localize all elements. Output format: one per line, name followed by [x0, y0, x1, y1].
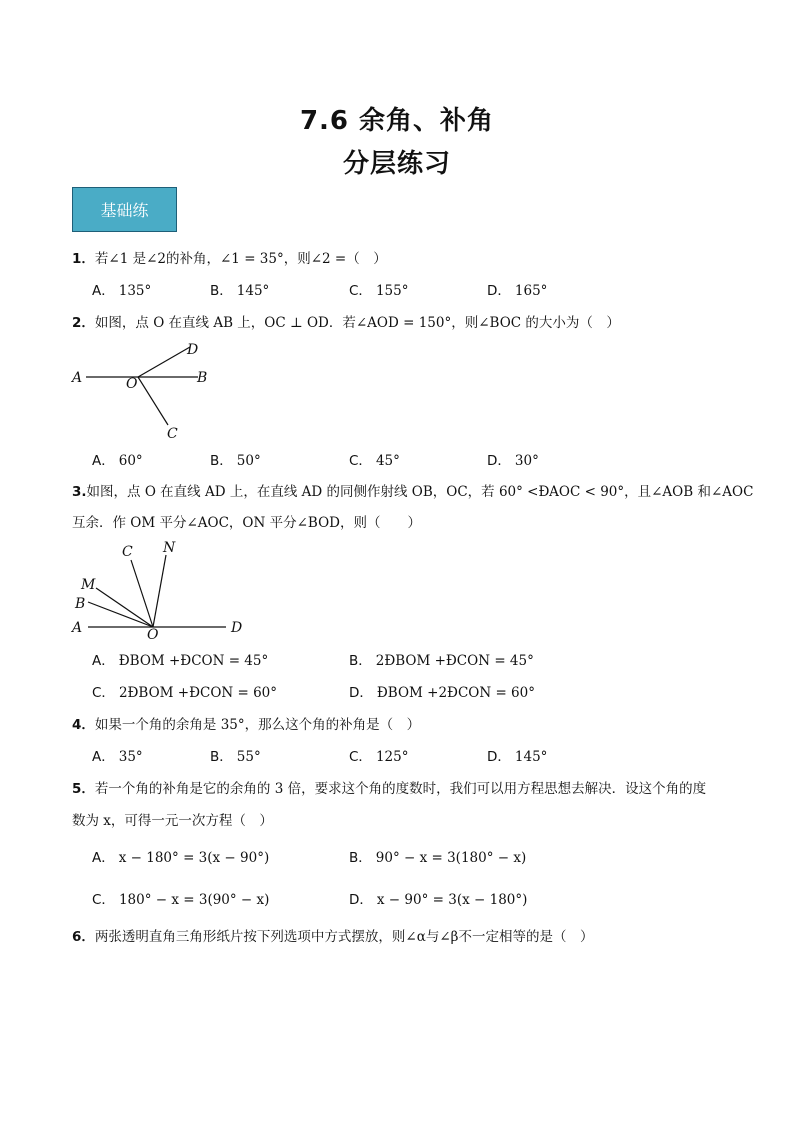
option-b: [210, 282, 269, 300]
option-letter: C．: [349, 283, 372, 299]
question-text: 数为 x，可得一元一次方程（ ）: [72, 813, 273, 829]
option-text: 55°: [236, 749, 261, 765]
option-letter: B．: [349, 850, 372, 866]
question-text: 如图，点 O 在直线 AB 上，OC ⊥ OD．若∠AOD = 150°，则∠BOC 的大小为（ ）: [94, 315, 620, 331]
ray-om: [96, 588, 153, 627]
option-a: [92, 282, 151, 300]
option-text: x − 180° = 3(x − 90°): [118, 850, 270, 866]
option-letter: C．: [349, 453, 372, 469]
question-number: 3.: [72, 484, 87, 500]
option-c: [349, 452, 400, 470]
label-c: C: [167, 426, 178, 442]
option-text: 145°: [236, 283, 270, 299]
option-text: 2ÐBOM +ÐCON = 45°: [375, 653, 534, 669]
option-c: [349, 748, 408, 766]
option-text: ÐBOM +2ÐCON = 60°: [376, 685, 535, 701]
option-d: [487, 748, 547, 766]
option-letter: A．: [92, 283, 115, 299]
option-letter: D．: [487, 283, 511, 299]
question-number: 1．: [72, 251, 95, 267]
option-letter: C．: [92, 892, 115, 908]
option-text: x − 90° = 3(x − 180°): [376, 892, 528, 908]
option-c: [92, 684, 277, 702]
option-letter: A．: [92, 850, 115, 866]
label-b: B: [197, 370, 208, 386]
option-text: 125°: [375, 749, 409, 765]
question-1: [72, 250, 387, 268]
section-badge: 基础练: [72, 187, 177, 232]
option-letter: B．: [210, 453, 233, 469]
question-text: 若一个角的补角是它的余角的 3 倍，要求这个角的度数时，我们可以用方程思想去解决．设这个角的度: [94, 781, 707, 797]
option-letter: B．: [210, 749, 233, 765]
option-c: [349, 282, 408, 300]
page-title: 7.6 余角、补角: [299, 106, 495, 136]
question-5-line-2: [72, 812, 273, 830]
option-text: 45°: [375, 453, 400, 469]
option-text: 35°: [118, 749, 143, 765]
question-text: 如图，点 O 在直线 AD 上，在直线 AD 的同侧作射线 OB，OC，若 60° <ÐAOC < 90°，且∠AOB 和∠AOC: [86, 484, 754, 500]
option-d: [487, 452, 539, 470]
option-text: 2ÐBOM +ÐCON = 60°: [118, 685, 278, 701]
label-d: D: [187, 342, 199, 358]
option-letter: D．: [487, 749, 511, 765]
question-number: 6．: [72, 929, 95, 945]
option-text: 180° − x = 3(90° − x): [118, 892, 270, 908]
option-letter: A．: [92, 653, 115, 669]
option-letter: D．: [349, 892, 373, 908]
option-d: [487, 282, 547, 300]
option-text: 50°: [236, 453, 261, 469]
ray-oc: [131, 560, 153, 627]
question-6: [72, 928, 593, 946]
option-a: [92, 849, 269, 867]
question-number: 5．: [72, 781, 95, 797]
option-letter: C．: [349, 749, 372, 765]
option-text: 145°: [514, 749, 548, 765]
option-d: [349, 891, 527, 909]
ray-od: [138, 347, 190, 377]
question-3-line-1: [72, 483, 753, 501]
option-b: [210, 748, 261, 766]
question-number: 4．: [72, 717, 95, 733]
figure-q3: [66, 538, 256, 642]
question-text: 互余．作 OM 平分∠AOC，ON 平分∠BOD，则（ ）: [72, 515, 421, 531]
label-c: C: [122, 544, 133, 560]
label-b: B: [75, 596, 86, 612]
option-letter: B．: [349, 653, 372, 669]
ray-ob: [88, 602, 153, 627]
option-a: [92, 748, 143, 766]
option-b: [349, 652, 534, 670]
option-letter: D．: [349, 685, 373, 701]
option-letter: D．: [487, 453, 511, 469]
question-text: 如果一个角的余角是 35°，那么这个角的补角是（ ）: [94, 717, 421, 733]
option-text: 155°: [375, 283, 409, 299]
option-c: [92, 891, 269, 909]
option-b: [210, 452, 261, 470]
option-letter: A．: [92, 749, 115, 765]
option-text: 165°: [514, 283, 548, 299]
option-letter: B．: [210, 283, 233, 299]
question-4: [72, 716, 420, 734]
option-text: 90° − x = 3(180° − x): [375, 850, 527, 866]
figure-q2: [66, 338, 226, 448]
label-o: O: [126, 376, 138, 392]
label-o: O: [147, 627, 159, 642]
label-a: A: [72, 620, 83, 636]
ray-on: [153, 555, 166, 627]
ray-oc: [138, 377, 168, 425]
question-number: 2．: [72, 315, 95, 331]
option-d: [349, 684, 535, 702]
option-text: 30°: [514, 453, 539, 469]
label-d: D: [231, 620, 243, 636]
label-n: N: [163, 540, 176, 556]
label-a: A: [72, 370, 83, 386]
label-m: M: [81, 577, 96, 593]
option-b: [349, 849, 526, 867]
option-text: 60°: [118, 453, 143, 469]
option-text: 135°: [118, 283, 152, 299]
question-text: 若∠1 是∠2的补角，∠1 = 35°，则∠2 =（ ）: [94, 251, 387, 267]
option-letter: A．: [92, 453, 115, 469]
option-letter: C．: [92, 685, 115, 701]
option-a: [92, 652, 268, 670]
option-a: [92, 452, 143, 470]
page-subtitle: 分层练习: [342, 149, 451, 179]
question-5-line-1: [72, 780, 706, 798]
question-text: 两张透明直角三角形纸片按下列选项中方式摆放，则∠α与∠β不一定相等的是（ ）: [94, 929, 594, 945]
option-text: ÐBOM +ÐCON = 45°: [118, 653, 269, 669]
question-2: [72, 314, 620, 332]
question-3-line-2: [72, 514, 421, 532]
